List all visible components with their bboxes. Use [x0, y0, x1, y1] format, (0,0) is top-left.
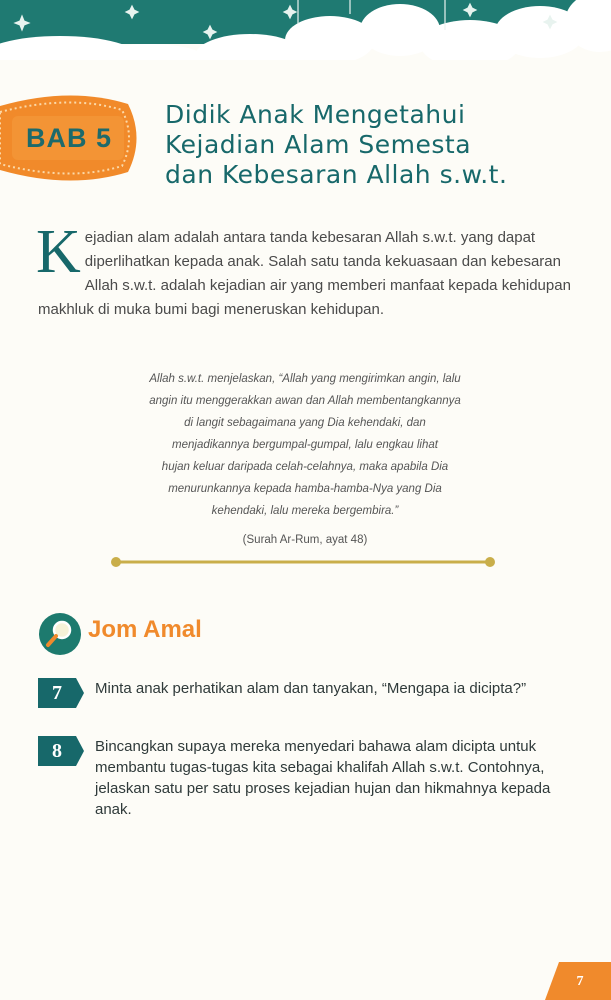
- chapter-title-line: Kejadian Alam Semesta: [165, 130, 472, 159]
- quote-line: menjadikannya bergumpal-gumpal, lalu engkau lihat: [172, 439, 438, 451]
- quote-line: kehendaki, lalu mereka bergembira.”: [211, 505, 399, 517]
- chapter-label: BAB 5: [25, 122, 112, 153]
- item-number: 7: [52, 681, 62, 704]
- header-banner: [0, 0, 611, 80]
- quote-line: hujan keluar daripada celah-celahnya, maka apabila Dia: [161, 461, 449, 473]
- drop-cap: K: [36, 218, 81, 286]
- intro-paragraph: [36, 218, 578, 322]
- page-number: 7: [576, 974, 584, 989]
- quote-line: menurunkannya kepada hamba-hamba-Nya yang Dia: [168, 483, 442, 495]
- magnifier-icon: [38, 612, 82, 656]
- item-text: Minta anak perhatikan alam dan tanyakan, “Mengapa ia dicipta?”: [95, 680, 527, 697]
- item-number: 8: [52, 739, 62, 762]
- item-text: Bincangkan supaya mereka menyedari bahawa alam dicipta untuk membantu tugas-tugas kita sebagai khalifah Allah s.w.t. Contohnya, jelaskan satu per satu proses kejadian hujan dan hikmahnya kepada anak.: [95, 738, 551, 818]
- chapter-title: [165, 100, 595, 190]
- chapter-title-line: dan Kebesaran Allah s.w.t.: [165, 160, 508, 189]
- quote-line: angin itu menggerakkan awan dan Allah membentangkannya: [149, 395, 461, 407]
- quote-citation: (Surah Ar-Rum, ayat 48): [242, 534, 368, 546]
- intro-text: ejadian alam adalah antara tanda kebesaran Allah s.w.t. yang dapat diperlihatkan kepada anak. Salah satu tanda kekuasaan dan kebesaran Allah s.w.t. adalah kejadian air yang memberi manfaat kepada kehidupan makhluk di muka bumi bagi meneruskan kehidupan.: [38, 229, 571, 318]
- quran-quote: [105, 368, 505, 522]
- quote-line: di langit sebagaimana yang Dia kehendaki, dan: [184, 417, 426, 429]
- chapter-title-line: Didik Anak Mengetahui: [165, 100, 466, 129]
- section-title: Jom Amal: [88, 616, 202, 643]
- ornament-divider: [108, 554, 498, 570]
- quote-line: Allah s.w.t. menjelaskan, “Allah yang mengirimkan angin, lalu: [149, 373, 461, 385]
